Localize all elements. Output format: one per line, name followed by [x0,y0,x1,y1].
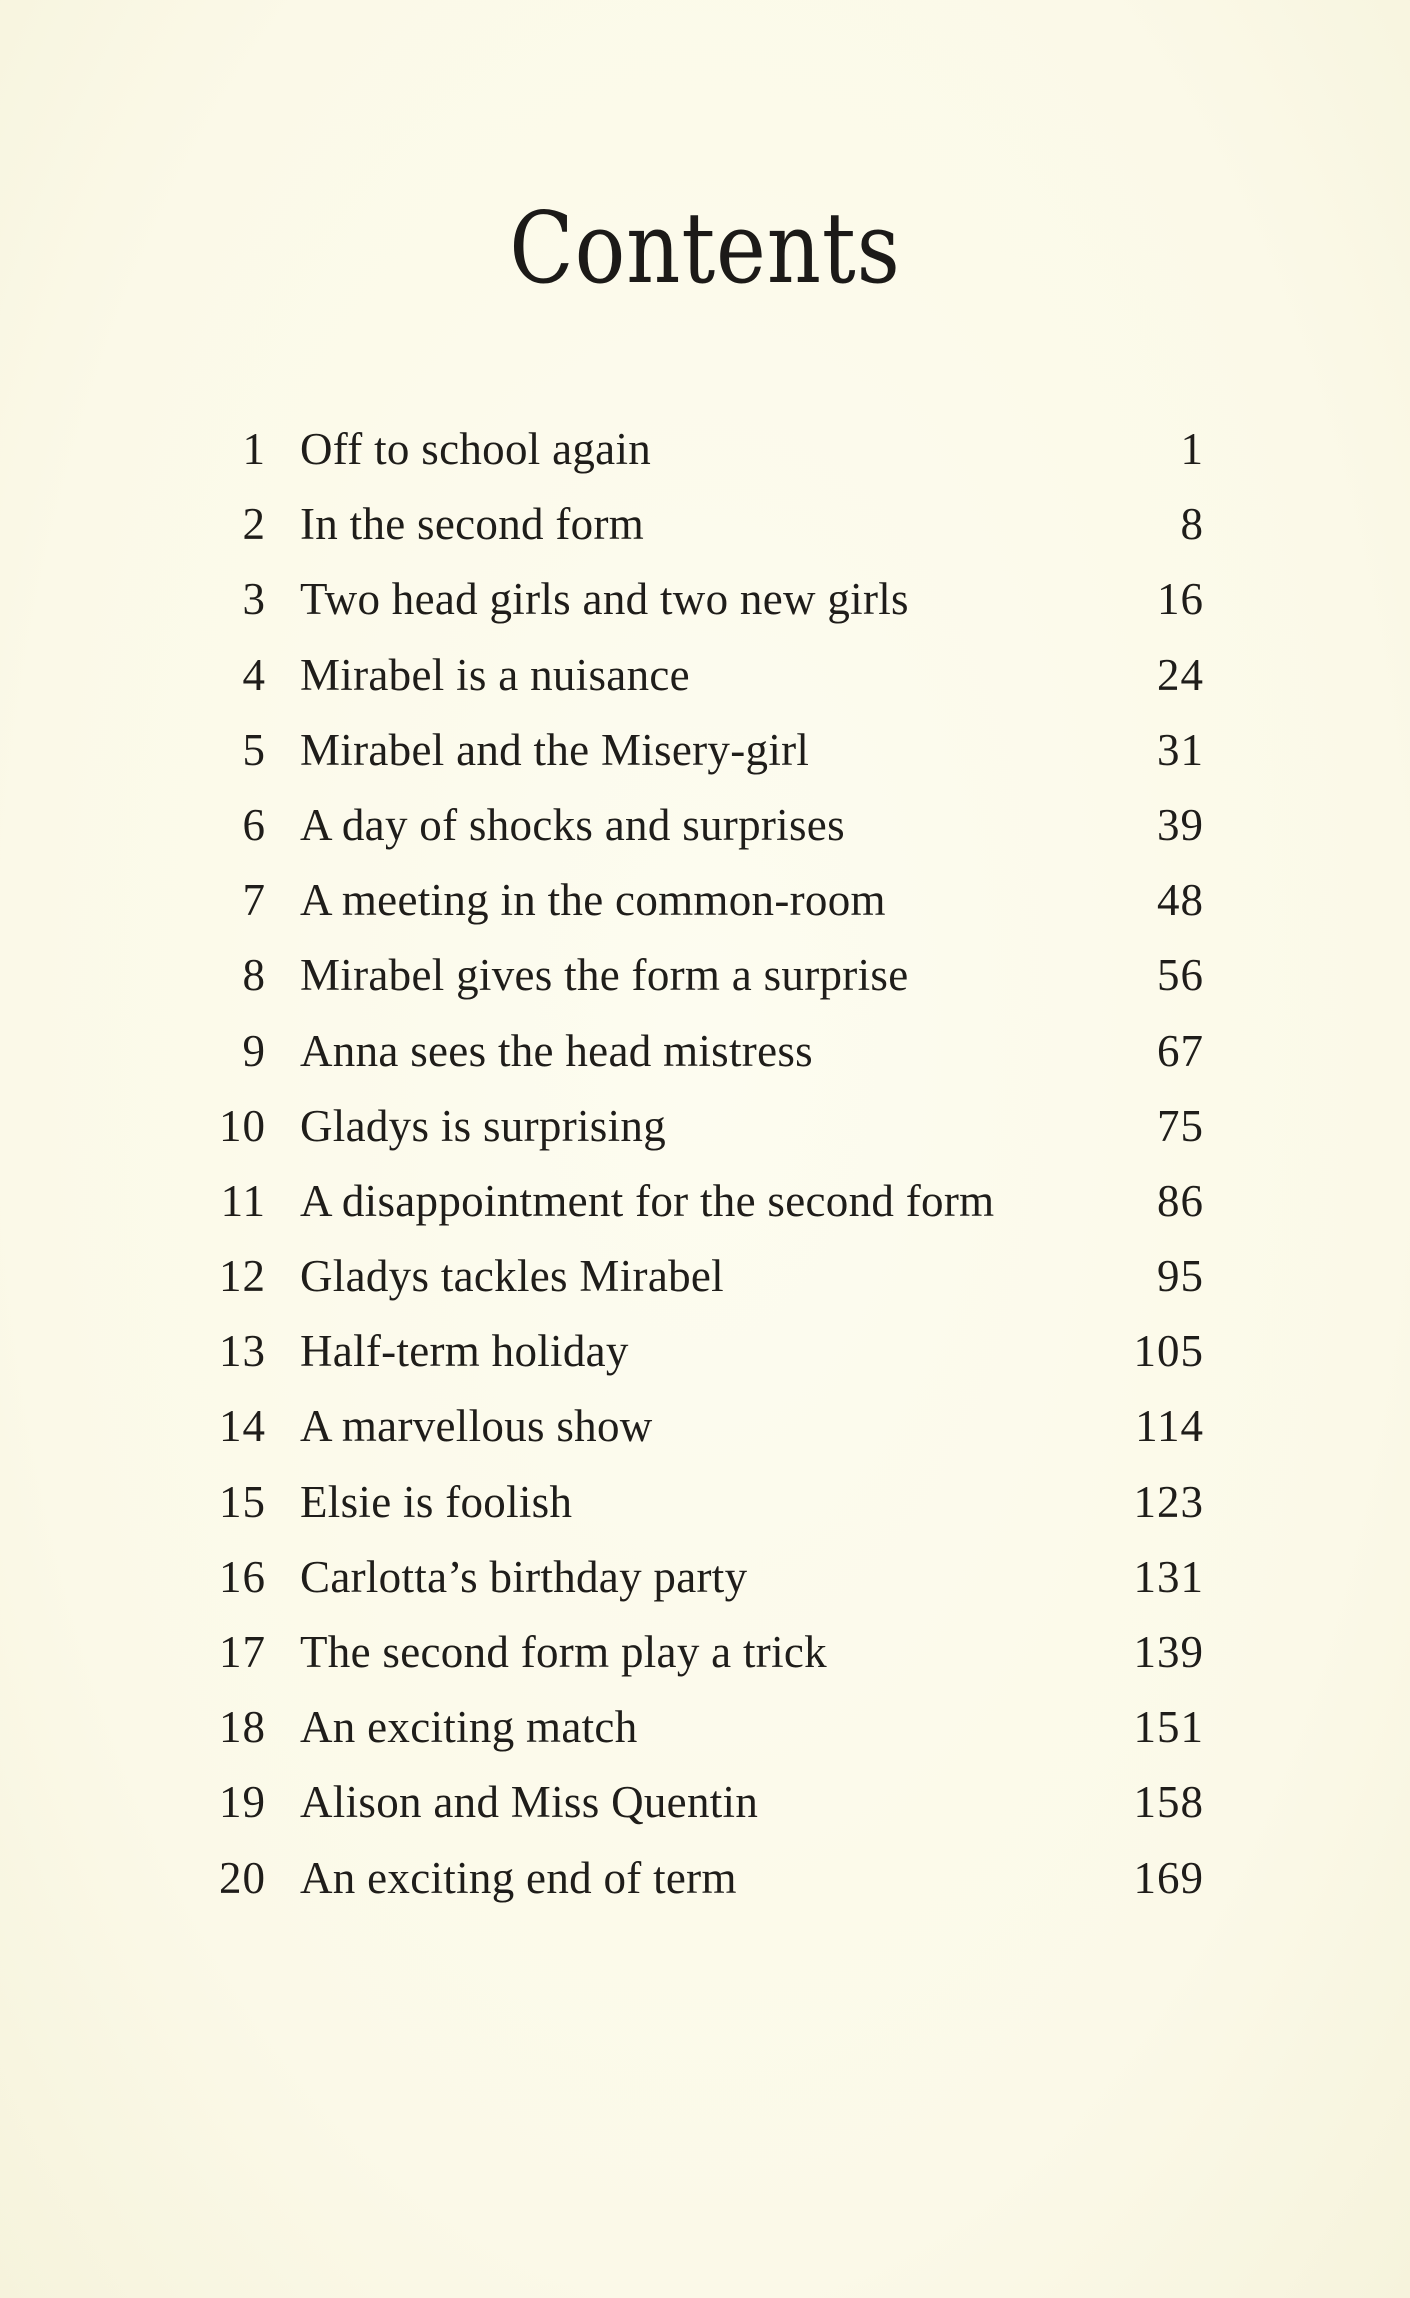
chapter-number: 17 [219,1627,266,1677]
toc-entry [0,788,1410,863]
chapter-page-number: 158 [1133,1777,1204,1828]
chapter-title: Mirabel is a nuisance [300,649,690,700]
chapter-number: 9 [242,1025,266,1076]
chapter-title: Off to school again [300,424,652,474]
chapter-title: A disappointment for the second form [300,1175,995,1226]
chapter-page-number: 31 [1157,724,1204,775]
toc-entry [0,1239,1410,1314]
toc-entry [0,1465,1410,1540]
chapter-number: 3 [242,574,266,625]
toc-entry [0,1540,1410,1615]
chapter-page-number: 24 [1157,649,1204,700]
chapter-title: Carlotta’s birthday party [300,1551,748,1602]
chapter-page-number: 105 [1133,1326,1204,1377]
toc-entry [0,938,1410,1013]
toc-entry [0,1014,1410,1089]
chapter-number: 2 [242,499,266,550]
chapter-title: An exciting end of term [300,1852,737,1903]
chapter-title: Gladys is surprising [300,1100,666,1151]
chapter-title: In the second form [300,499,645,550]
chapter-page-number: 1 [1180,424,1204,474]
chapter-number: 19 [219,1777,266,1828]
chapter-number: 8 [242,950,266,1001]
chapter-number: 12 [219,1251,266,1302]
chapter-title: A marvellous show [300,1401,653,1452]
chapter-page-number: 56 [1157,950,1204,1001]
chapter-page-number: 39 [1157,799,1204,850]
toc-entry [0,487,1410,562]
page-title: Contents [509,192,901,306]
chapter-title: Mirabel and the Misery-girl [300,724,810,775]
chapter-title: An exciting match [300,1702,638,1753]
chapter-number: 5 [242,724,266,775]
chapter-number: 14 [219,1401,266,1452]
chapter-number: 15 [219,1476,266,1527]
chapter-page-number: 123 [1133,1476,1204,1527]
chapter-page-number: 48 [1157,875,1204,926]
chapter-number: 10 [219,1100,266,1151]
chapter-number: 1 [242,424,266,474]
chapter-page-number: 16 [1157,574,1204,625]
chapter-number: 6 [242,799,266,850]
chapter-page-number: 131 [1133,1551,1204,1602]
chapter-title: Elsie is foolish [300,1476,573,1527]
toc-entry [0,638,1410,713]
toc-entry [0,863,1410,938]
chapter-title: A day of shocks and surprises [300,799,845,850]
toc-entry [0,1765,1410,1840]
chapter-page-number: 8 [1180,499,1204,550]
chapter-number: 18 [219,1702,266,1753]
chapter-page-number: 67 [1157,1025,1204,1076]
toc-entry [0,1615,1410,1690]
toc-entry [0,713,1410,788]
chapter-page-number: 114 [1135,1401,1204,1452]
toc-entry [0,1841,1410,1916]
chapter-page-number: 95 [1157,1251,1204,1302]
toc-entry [0,1690,1410,1765]
toc-entry [0,1389,1410,1464]
chapter-title: Gladys tackles Mirabel [300,1251,724,1302]
chapter-page-number: 151 [1133,1702,1204,1753]
chapter-page-number: 86 [1157,1175,1204,1226]
chapter-number: 16 [219,1551,266,1602]
chapter-title: Mirabel gives the form a surprise [300,950,909,1001]
toc-entry [0,1164,1410,1239]
chapter-title: Alison and Miss Quentin [300,1777,759,1828]
chapter-title: A meeting in the common-room [300,875,886,926]
chapter-number: 13 [219,1326,266,1377]
table-of-contents [0,412,1410,1916]
chapter-number: 7 [242,875,266,926]
toc-entry [0,412,1410,487]
chapter-page-number: 75 [1157,1100,1204,1151]
chapter-page-number: 169 [1133,1852,1204,1903]
toc-entry [0,1314,1410,1389]
chapter-title: Two head girls and two new girls [300,574,909,625]
chapter-title: The second form play a trick [300,1627,827,1677]
toc-entry [0,1089,1410,1164]
chapter-title: Anna sees the head mistress [300,1025,813,1076]
toc-entry [0,562,1410,637]
chapter-page-number: 139 [1133,1627,1204,1677]
chapter-number: 11 [220,1175,266,1226]
chapter-number: 20 [219,1852,266,1903]
chapter-number: 4 [242,649,266,700]
chapter-title: Half-term holiday [300,1326,629,1377]
